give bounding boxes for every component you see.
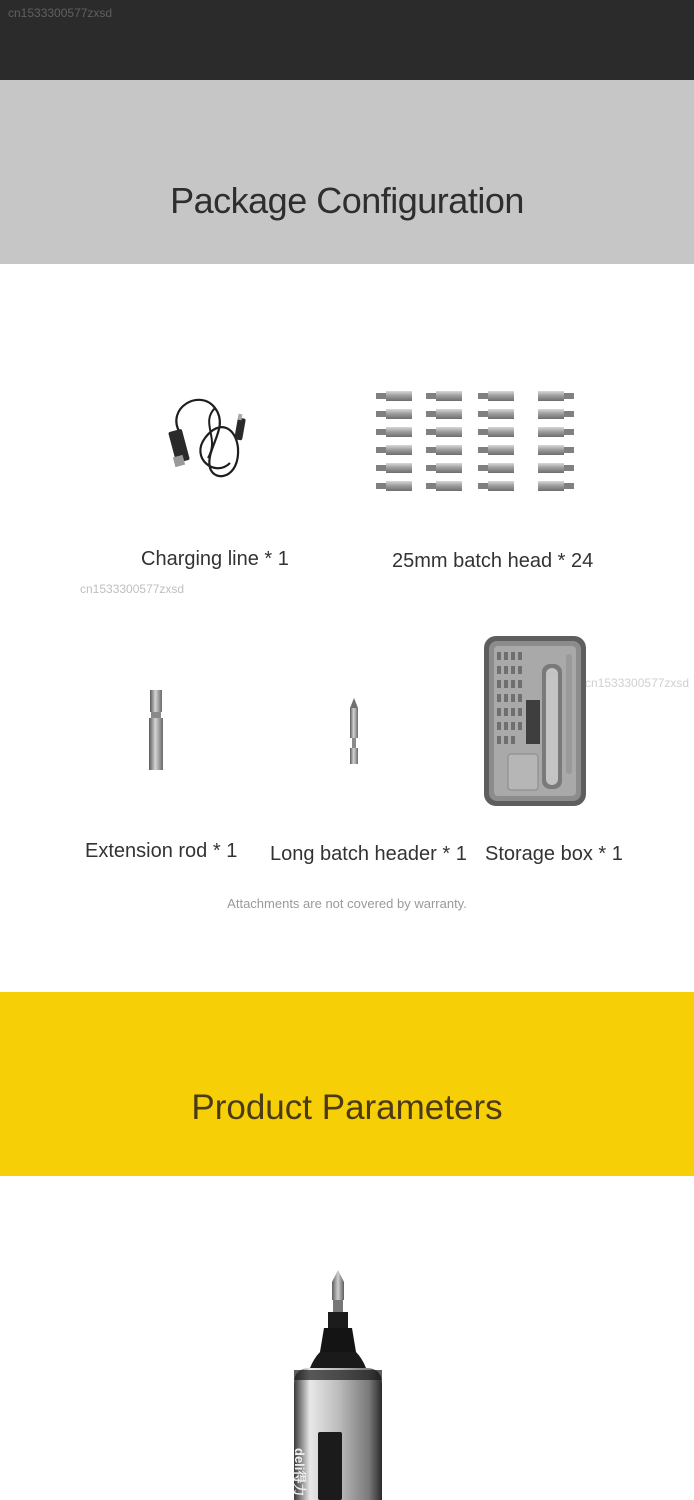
parameters-header-band	[0, 992, 694, 1176]
parameters-title: Product Parameters	[191, 1088, 503, 1127]
long-bit-icon	[344, 696, 364, 768]
usb-cable-icon	[160, 388, 260, 488]
extension-rod-label: Extension rod * 1	[85, 840, 238, 862]
package-title: Package Configuration	[170, 180, 524, 221]
storage-box-label: Storage box * 1	[485, 843, 623, 865]
bit-set-icon	[374, 390, 578, 498]
watermark-mid-right: cn1533300577zxsd	[585, 676, 690, 690]
watermark-mid-left: cn1533300577zxsd	[80, 582, 185, 596]
brand-logo: deli得力	[292, 1448, 307, 1497]
warranty-note: Attachments are not covered by warranty.	[227, 896, 467, 911]
batch-head-label: 25mm batch head * 24	[392, 550, 594, 572]
storage-box-icon	[482, 634, 588, 808]
package-header-band	[0, 80, 694, 264]
watermark-top: cn1533300577zxsd	[8, 6, 113, 20]
extension-rod-icon	[142, 688, 170, 774]
long-batch-label: Long batch header * 1	[270, 843, 467, 865]
charging-line-label: Charging line * 1	[141, 548, 289, 570]
